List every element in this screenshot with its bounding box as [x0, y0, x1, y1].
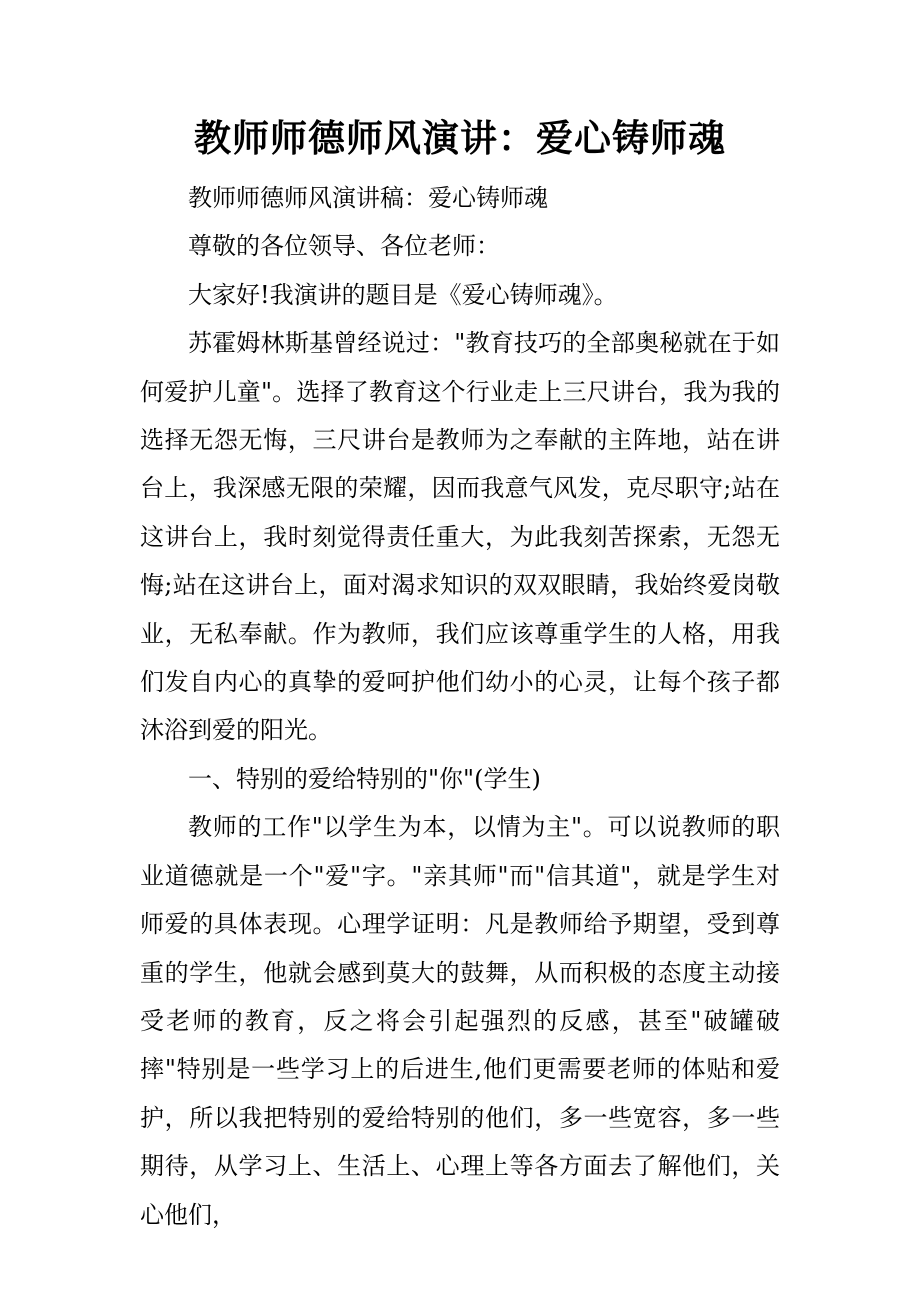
paragraph-subtitle: 教师师德师风演讲稿：爱心铸师魂	[188, 184, 548, 212]
section-heading: 一、特别的爱给特别的"你"(学生)	[188, 764, 541, 793]
paragraph-section-body: 教师的工作"以学生为本，以情为主"。可以说教师的职业道德就是一个"爱"字。"亲其师"而"信其道"，就是学生对师爱的具体表现。心理学证明：凡是教师给予期望，受到尊重的学生，他就会感到莫大的鼓舞，从而积极的态度主动接受老师的教育，反之将会引起强烈的反感，甚至"破罐破摔"特别是一些学习上的后进生,他们更需要老师的体贴和爱护，所以我把特别的爱给特别的他们，多一些宽容，多一些期待，从学习上、生活上、心理上等各方面去了解他们，关心他们，	[140, 813, 780, 1229]
paragraph-intro: 苏霍姆林斯基曾经说过："教育技巧的全部奥秘就在于如何爱护儿童"。选择了教育这个行业走上三尺讲台，我为我的选择无怨无悔，三尺讲台是教师为之奉献的主阵地，站在讲台上，我深感无限的荣耀，因而我意气风发，克尽职守;站在这讲台上，我时刻觉得责任重大，为此我刻苦探索，无怨无悔;站在这讲台上，面对渴求知识的双双眼睛，我始终爱岗敬业，无私奉献。作为教师，我们应该尊重学生的人格，用我们发自内心的真挚的爱呵护他们幼小的心灵，让每个孩子都沐浴到爱的阳光。	[140, 329, 780, 745]
document-title: 教师师德师风演讲：爱心铸师魂	[194, 116, 726, 160]
paragraph-greeting: 大家好!我演讲的题目是《爱心铸师魂》。	[188, 280, 618, 309]
paragraph-salutation: 尊敬的各位领导、各位老师：	[188, 232, 500, 261]
document-body	[140, 174, 780, 1239]
